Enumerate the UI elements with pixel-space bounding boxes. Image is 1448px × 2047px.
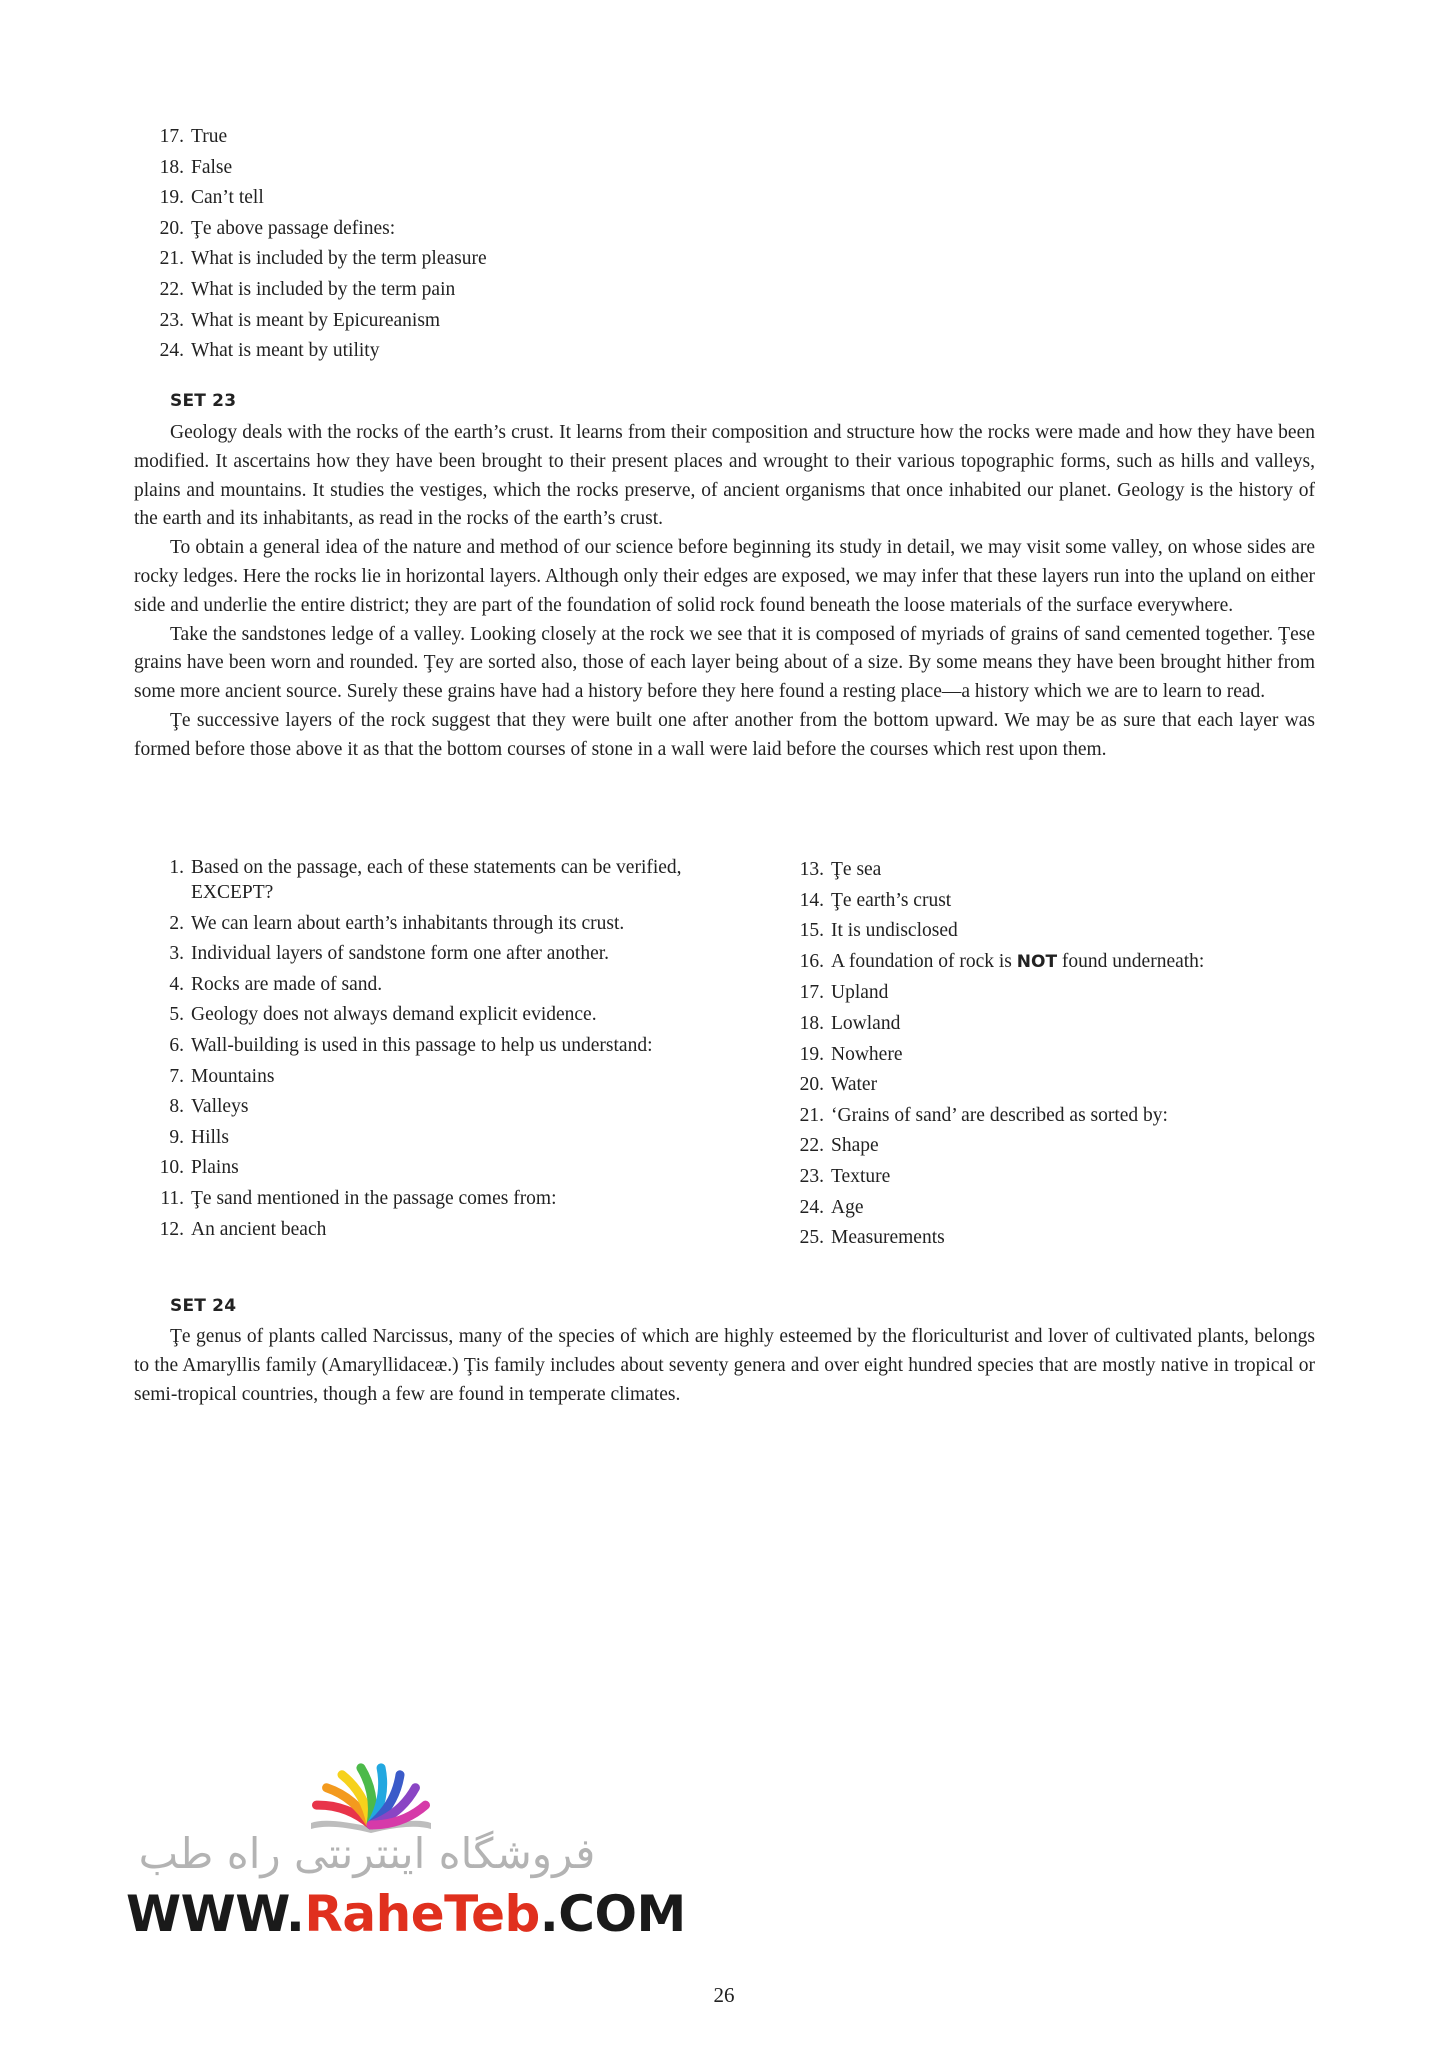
list-item: 18. Lowland [799,1012,901,1034]
answer-options-list [150,124,487,369]
list-item: 17. Upland [799,982,889,1004]
list-item: 1. Based on the passage, each of these statements can be verified, EXCEPT? [169,857,682,903]
list-item: 22. Shape [799,1135,879,1157]
list-item: 23. What is meant by Epicureanism [159,309,441,331]
passage-paragraph: Geology deals with the rocks of the earth’s crust. It learns from their composition and structure how the rocks were made and how they have been modified. It ascertains how they have been brought to their present places and wrought to their various topographic forms, such as hills and valleys, plains and mountains. It studies the vestiges, which the rocks preserve, of ancient organisms that once inhabited our planet. Geology is the history of the earth and its inhabitants, as read in the rocks of the earth’s crust. [134,422,1315,530]
list-item: 16. A foundation of rock is NOT found underneath: [799,950,1205,972]
list-item: 11. Ţe sand mentioned in the passage comes from: [160,1187,557,1209]
list-item: 19. Nowhere [799,1043,903,1065]
list-item: 5. Geology does not always demand explicit evidence. [169,1004,597,1026]
set-24-passage [134,1323,1315,1409]
list-item: 24. What is meant by utility [159,340,380,362]
list-item: 15. It is undisclosed [799,920,958,942]
watermark-url: WWW.RaheTeb.COM [126,1885,686,1943]
list-item: 17. True [159,126,228,147]
list-item: 3. Individual layers of sandstone form one after another. [169,943,610,965]
list-item: 8. Valleys [169,1096,249,1118]
list-item: 10. Plains [159,1157,239,1179]
list-item: 2. We can learn about earth’s inhabitants through its crust. [169,912,625,934]
questions-left-column [150,855,710,1247]
book-fan-logo-icon [126,1755,616,1835]
questions-right-column [790,857,1350,1256]
list-item: 20. Ţe above passage defines: [159,217,396,239]
list-item: 6. Wall-building is used in this passage to help us understand: [169,1034,653,1056]
list-item: 23. Texture [799,1165,891,1187]
set-23-passage [134,419,1315,765]
set-23-heading: SET 23 [170,391,237,411]
list-item: 13. Ţe sea [799,859,882,880]
passage-paragraph: Ţe genus of plants called Narcissus, many of the species of which are highly esteemed by the floriculturist and lover of cultivated plants, belongs to the Amaryllis family (Amaryllidaceæ.) Ţis family includes about seventy genera and over eight hundred species that are mostly native in tropical or semi-tropical countries, though a few are found in temperate climates. [134,1326,1315,1405]
list-item: 7. Mountains [169,1065,275,1087]
passage-paragraph: To obtain a general idea of the nature and method of our science before beginning its study in detail, we may visit some valley, on whose sides are rocky ledges. Here the rocks lie in horizontal layers. Although only their edges are exposed, we may infer that these layers run into the upland on either side and underlie the entire district; they are part of the foundation of solid rock found beneath the loose materials of the surface everywhere. [134,537,1316,616]
list-item: 25. Measurements [799,1227,945,1249]
page-number: 26 [713,1983,735,2007]
list-item: 21. What is included by the term pleasure [159,248,487,270]
list-item: 20. Water [799,1074,878,1096]
list-item: 24. Age [799,1196,864,1218]
list-item: 22. What is included by the term pain [159,278,456,300]
list-item: 21. ‘Grains of sand’ are described as sorted by: [799,1104,1168,1126]
list-item: 12. An ancient beach [159,1218,327,1240]
passage-paragraph: Take the sandstones ledge of a valley. Looking closely at the rock we see that it is composed of myriads of grains of sand cemented together. Ţese grains have been worn and rounded. Ţey are sorted also, those of each layer being about of a size. By some means they have been brought hither from some more ancient source. Surely these grains have had a history before they here found a resting place—a history which we are to learn to read. [134,623,1315,703]
list-item: 18. False [159,156,233,178]
list-item: 4. Rocks are made of sand. [169,973,383,995]
watermark-persian-text: فروشگاه اینترنتی راه طب [138,1829,596,1878]
list-item: 19. Can’t tell [159,187,264,209]
list-item: 9. Hills [169,1126,229,1148]
raheteb-watermark [126,1755,686,1945]
set-24-heading: SET 24 [170,1296,237,1316]
list-item: 14. Ţe earth’s crust [799,889,952,911]
passage-paragraph: Ţe successive layers of the rock suggest that they were built one after another from the bottom upward. We may be as sure that each layer was formed before those above it as that the bottom courses of stone in a wall were laid before the courses which rest upon them. [134,709,1315,760]
